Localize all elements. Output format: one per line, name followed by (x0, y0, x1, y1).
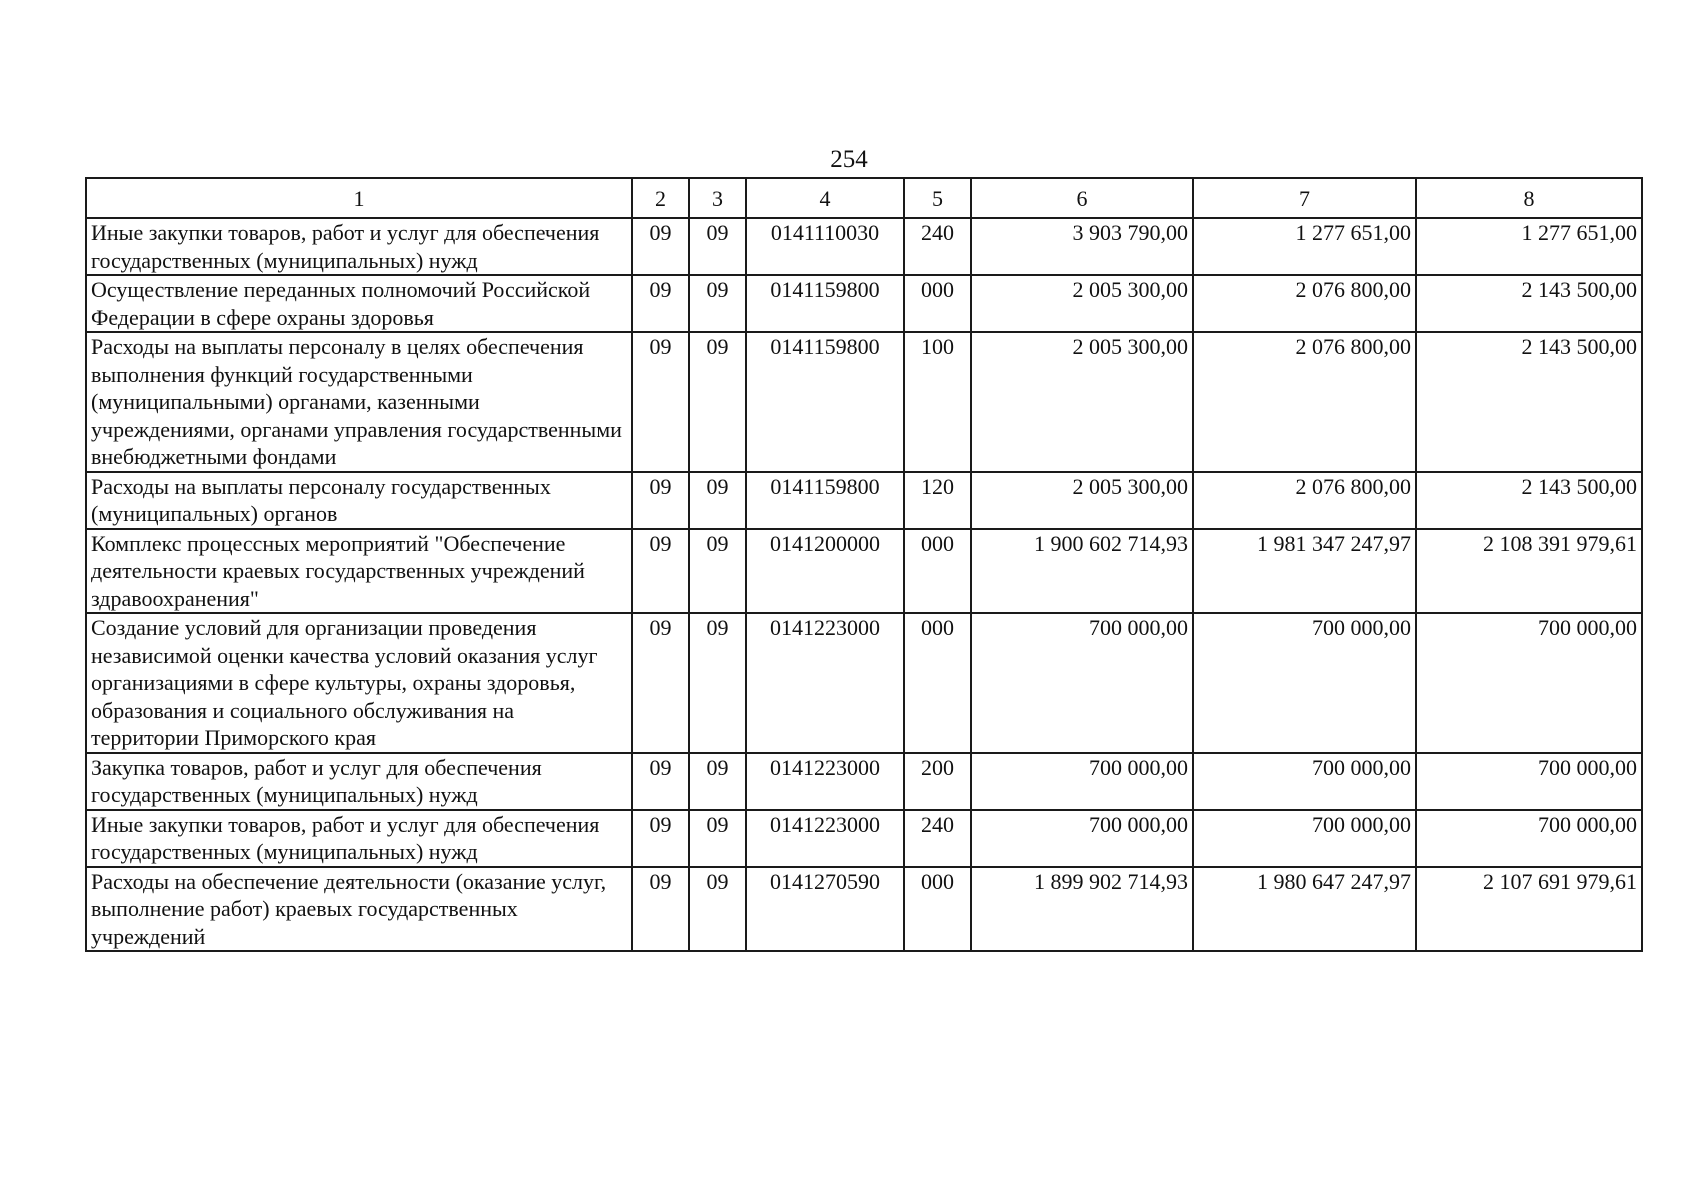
expense-type-code: 240 (904, 218, 971, 275)
target-article-code: 0141223000 (746, 753, 904, 810)
amount-column-7: 700 000,00 (1193, 810, 1416, 867)
amount-column-6: 700 000,00 (971, 810, 1193, 867)
target-article-code: 0141223000 (746, 613, 904, 753)
amount-column-8: 700 000,00 (1416, 753, 1642, 810)
target-article-code: 0141110030 (746, 218, 904, 275)
amount-column-6: 3 903 790,00 (971, 218, 1193, 275)
row-description: Расходы на выплаты персоналу в целях обеспечения выполнения функций государственными (муниципальными) органами, казенными учреждениями, органами управления государственными внебюджетными фондами (86, 332, 632, 472)
amount-column-8: 700 000,00 (1416, 613, 1642, 753)
column-header: 4 (746, 178, 904, 218)
target-article-code: 0141223000 (746, 810, 904, 867)
amount-column-7: 700 000,00 (1193, 613, 1416, 753)
row-description: Иные закупки товаров, работ и услуг для обеспечения государственных (муниципальных) нужд (86, 810, 632, 867)
target-article-code: 0141159800 (746, 472, 904, 529)
amount-column-7: 2 076 800,00 (1193, 275, 1416, 332)
section-code: 09 (632, 332, 689, 472)
section-code: 09 (632, 810, 689, 867)
subsection-code: 09 (689, 613, 746, 753)
amount-column-6: 1 899 902 714,93 (971, 867, 1193, 952)
row-description: Расходы на обеспечение деятельности (оказание услуг, выполнение работ) краевых государственных учреждений (86, 867, 632, 952)
row-description: Осуществление переданных полномочий Российской Федерации в сфере охраны здоровья (86, 275, 632, 332)
subsection-code: 09 (689, 867, 746, 952)
row-description: Закупка товаров, работ и услуг для обеспечения государственных (муниципальных) нужд (86, 753, 632, 810)
target-article-code: 0141159800 (746, 332, 904, 472)
expense-type-code: 000 (904, 613, 971, 753)
amount-column-6: 700 000,00 (971, 753, 1193, 810)
amount-column-8: 2 143 500,00 (1416, 275, 1642, 332)
budget-table (85, 177, 1643, 952)
section-code: 09 (632, 275, 689, 332)
amount-column-8: 2 143 500,00 (1416, 472, 1642, 529)
expense-type-code: 000 (904, 529, 971, 614)
expense-type-code: 120 (904, 472, 971, 529)
table-row (86, 810, 1642, 867)
column-header: 3 (689, 178, 746, 218)
target-article-code: 0141159800 (746, 275, 904, 332)
section-code: 09 (632, 529, 689, 614)
amount-column-8: 2 107 691 979,61 (1416, 867, 1642, 952)
expense-type-code: 200 (904, 753, 971, 810)
table-row (86, 867, 1642, 952)
column-header: 7 (1193, 178, 1416, 218)
table-row (86, 218, 1642, 275)
column-header: 1 (86, 178, 632, 218)
column-header: 8 (1416, 178, 1642, 218)
expense-type-code: 100 (904, 332, 971, 472)
column-header: 2 (632, 178, 689, 218)
section-code: 09 (632, 867, 689, 952)
row-description: Комплекс процессных мероприятий "Обеспечение деятельности краевых государственных учреждений здравоохранения" (86, 529, 632, 614)
amount-column-7: 1 980 647 247,97 (1193, 867, 1416, 952)
column-header: 6 (971, 178, 1193, 218)
subsection-code: 09 (689, 529, 746, 614)
table-row (86, 753, 1642, 810)
expense-type-code: 000 (904, 867, 971, 952)
amount-column-7: 700 000,00 (1193, 753, 1416, 810)
table-row (86, 275, 1642, 332)
row-description: Иные закупки товаров, работ и услуг для обеспечения государственных (муниципальных) нужд (86, 218, 632, 275)
section-code: 09 (632, 613, 689, 753)
amount-column-7: 2 076 800,00 (1193, 332, 1416, 472)
section-code: 09 (632, 753, 689, 810)
amount-column-8: 2 108 391 979,61 (1416, 529, 1642, 614)
row-description: Создание условий для организации проведения независимой оценки качества условий оказания услуг организациями в сфере культуры, охраны здоровья, образования и социального обслуживания на территории Приморского края (86, 613, 632, 753)
expense-type-code: 000 (904, 275, 971, 332)
amount-column-8: 1 277 651,00 (1416, 218, 1642, 275)
table-row (86, 529, 1642, 614)
table-row (86, 613, 1642, 753)
amount-column-6: 2 005 300,00 (971, 332, 1193, 472)
section-code: 09 (632, 218, 689, 275)
amount-column-7: 2 076 800,00 (1193, 472, 1416, 529)
column-number-row (86, 178, 1642, 218)
target-article-code: 0141270590 (746, 867, 904, 952)
page-number: 254 (830, 146, 868, 173)
amount-column-8: 2 143 500,00 (1416, 332, 1642, 472)
subsection-code: 09 (689, 218, 746, 275)
subsection-code: 09 (689, 472, 746, 529)
section-code: 09 (632, 472, 689, 529)
subsection-code: 09 (689, 753, 746, 810)
table-row (86, 472, 1642, 529)
expense-type-code: 240 (904, 810, 971, 867)
amount-column-6: 700 000,00 (971, 613, 1193, 753)
table-row (86, 332, 1642, 472)
subsection-code: 09 (689, 332, 746, 472)
amount-column-6: 2 005 300,00 (971, 275, 1193, 332)
amount-column-7: 1 981 347 247,97 (1193, 529, 1416, 614)
amount-column-7: 1 277 651,00 (1193, 218, 1416, 275)
target-article-code: 0141200000 (746, 529, 904, 614)
amount-column-6: 2 005 300,00 (971, 472, 1193, 529)
row-description: Расходы на выплаты персоналу государственных (муниципальных) органов (86, 472, 632, 529)
amount-column-6: 1 900 602 714,93 (971, 529, 1193, 614)
column-header: 5 (904, 178, 971, 218)
amount-column-8: 700 000,00 (1416, 810, 1642, 867)
subsection-code: 09 (689, 275, 746, 332)
subsection-code: 09 (689, 810, 746, 867)
